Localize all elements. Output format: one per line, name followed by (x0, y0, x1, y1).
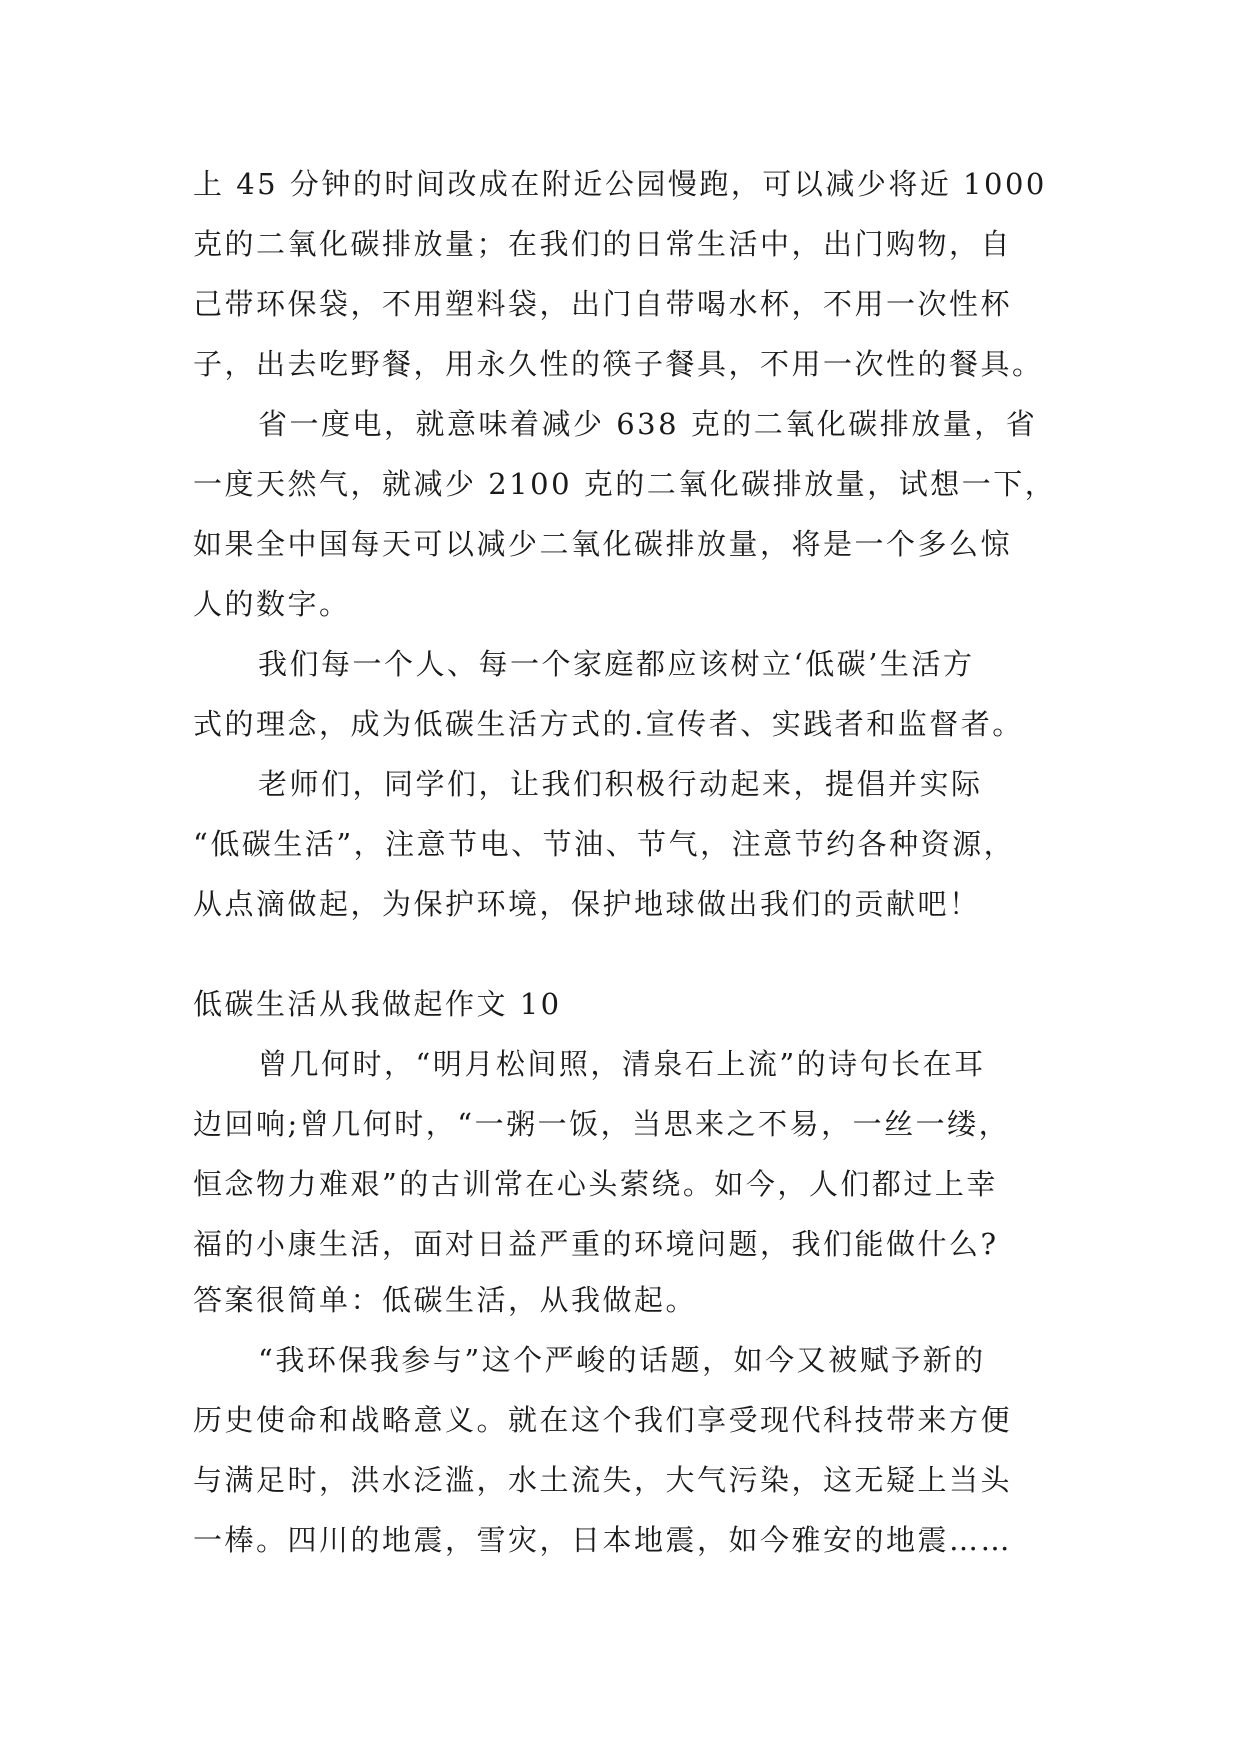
text-line: “我环保我参与”这个严峻的话题，如今又被赋予新的 (258, 1343, 986, 1377)
text-line: 克的二氧化碳排放量；在我们的日常生活中，出门购物，自 (193, 227, 1013, 261)
text-line: 一棒。四川的地震，雪灾，日本地震，如今雅安的地震…… (193, 1523, 1013, 1557)
text-line: 恒念物力难艰”的古训常在心头萦绕。如今，人们都过上幸 (193, 1167, 998, 1201)
text-line: 曾几何时，“明月松间照，清泉石上流”的诗句长在耳 (258, 1047, 986, 1081)
text-line: 子，出去吃野餐，用永久性的筷子餐具，不用一次性的餐具。 (193, 347, 1044, 381)
text-line: 人的数字。 (193, 587, 351, 621)
text-line: 式的理念，成为低碳生活方式的.宣传者、实践者和监督者。 (193, 707, 1024, 741)
text-line: 边回响;曾几何时，“一粥一饭，当思来之不易，一丝一缕， (193, 1107, 1011, 1141)
text-line: 我们每一个人、每一个家庭都应该树立‘低碳’生活方 (258, 647, 975, 681)
text-line: “低碳生活”，注意节电、节油、节气，注意节约各种资源， (193, 827, 1016, 861)
text-line: 省一度电，就意味着减少 638 克的二氧化碳排放量，省 (258, 407, 1038, 441)
text-line: 如果全中国每天可以减少二氧化碳排放量，将是一个多么惊 (193, 527, 1013, 561)
text-line: 老师们，同学们，让我们积极行动起来，提倡并实际 (258, 767, 983, 801)
text-line: 福的小康生活，面对日益严重的环境问题，我们能做什么? (193, 1227, 999, 1261)
essay-heading: 低碳生活从我做起作文 10 (193, 987, 562, 1021)
text-line: 己带环保袋，不用塑料袋，出门自带喝水杯，不用一次性杯 (193, 287, 1013, 321)
text-line: 上 45 分钟的时间改成在附近公园慢跑，可以减少将近 1000 (193, 167, 1047, 201)
text-line: 历史使命和战略意义。就在这个我们享受现代科技带来方便 (193, 1403, 1013, 1437)
text-line: 答案很简单：低碳生活，从我做起。 (193, 1283, 698, 1317)
text-line: 与满足时，洪水泛滥，水土流失，大气污染，这无疑上当头 (193, 1463, 1013, 1497)
text-line: 从点滴做起，为保护环境，保护地球做出我们的贡献吧！ (193, 887, 981, 921)
text-line: 一度天然气，就减少 2100 克的二氧化碳排放量，试想一下， (193, 467, 1057, 501)
